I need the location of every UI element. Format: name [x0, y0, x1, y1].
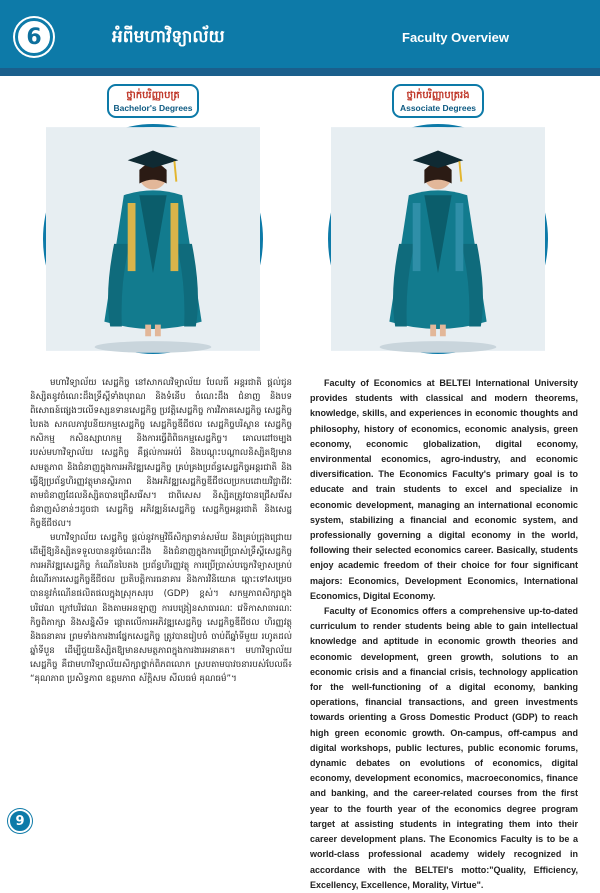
chapter-number-badge [15, 18, 53, 56]
khmer-text-column [30, 376, 292, 802]
bachelor-degree-en: Bachelor's Degrees [113, 103, 193, 113]
english-paragraph-1: Faculty of Economics at BELTEI International University provides students with classical and modern theorems, knowledge, skills, and experiences in economic thoughts and philosophy, history of economics, economic analysis, green economy, economic globalization, digital economy, environmental economics, agro-industry, and economic diversification. The Economics Faculty's primary goal is to educate and train students to excel and specialize in economic development, managing an international economic system, stabilizing a financial and economic system, and professionally governing a digital economy in the world, following their selected economics career. Basically, students enjoy academic freedom of their choice for four significant majors: Economics, Development Economics, International Economics, Digital Economy. [310, 378, 578, 601]
bachelor-degree-label [107, 84, 199, 118]
english-text-column [310, 376, 578, 890]
bachelor-degree-kh: ថ្នាក់បរិញ្ញាបត្រ [126, 90, 180, 101]
header-bottom-band [0, 68, 600, 76]
graduate-figure-icon [331, 127, 545, 351]
chapter-number: 6 [26, 24, 42, 50]
page-header [0, 0, 600, 76]
header-title-en: Faculty Overview [402, 30, 509, 45]
page-number-badge [8, 809, 32, 833]
page-number: 9 [15, 813, 25, 829]
english-paragraph-2: Faculty of Economics offers a comprehensive up-to-dated curriculum to render students being able to gain intellectual knowledge and aptitude in economic growth theories and economic development, green growth, solutions to an economic crisis and a financial crisis, technology application for the well-functioning of a digital economy, banking operations, financial transactions, and green investments towards orienting a Gross Domestic Product (GDP) to reach high green economic growth. On-campus, off-campus and digital workshops, public lectures, public economic forums, dynamic debates on evolutions of economics, digital economy, development economics, macroeconomics, finance and banking, and the career-related courses from the first year to the fourth year of the economics degree program target at assisting students in integrating them into their career development plans. The Economics Faculty is to be a world-class professional academy widely recognized in accordance with the BELTEI's motto:"Quality, Efficiency, Excellency, Excellence, Morality, Virtue". [310, 606, 578, 890]
graduate-figure-icon [46, 127, 260, 351]
khmer-paragraph-1: មហាវិទ្យាល័យ សេដ្ឋកិច្ច នៅសាកលវិទ្យាល័យ បែលធី អន្តរជាតិ ផ្តល់ជូននិស្សិតនូវចំណេះដឹងទ្រឹស្តីទាំងបុរាណ និងទំនើប ចំណេះដឹង ជំនាញ និងបទពិសោធន៍ផ្សេងៗលើទស្សនទានសេដ្ឋកិច្ច ប្រវត្តិសេដ្ឋកិច្ច ការវិភាគសេដ្ឋកិច្ច សេដ្ឋកិច្ចបៃតង សកលភាវូបនីយកម្មសេដ្ឋកិច្ច សេដ្ឋកិច្ចឌីជីថល សេដ្ឋកិច្ចបរិស្ថាន សេដ្ឋកិច្ចកសិកម្ម កសិឧស្សាហកម្ម និងការធ្វើពិពិធកម្មសេដ្ឋកិច្ច។ គោលដៅចម្បងរបស់មហាវិទ្យាល័យ សេដ្ឋកិច្ច គឺផ្តល់ការអប់រំ និងបណ្តុះបណ្តាលនិស្សិតឱ្យមានសមត្ថភាព និងជំនាញក្នុងការអភិវឌ្ឍសេដ្ឋកិច្ច គ្រប់គ្រងប្រព័ន្ធសេដ្ឋកិច្ចអន្តរជាតិ និងធ្វើឱ្យប្រព័ន្ធហិរញ្ញវត្ថុមានស្ថិរភាព និងអភិវឌ្ឍសេដ្ឋកិច្ចឌីជីថលប្រកបដោយវិជ្ជាជីវៈ តាមជំនាញដែលនិស្សិតបានជ្រើសរើស។ ជាពិសេស និស្សិតត្រូវបានជ្រើសរើសជំនាញសំខាន់ៗដូចជា សេដ្ឋកិច្ច អភិវឌ្ឍន៍សេដ្ឋកិច្ច សេដ្ឋកិច្ចអន្តរជាតិ និងសេដ្ឋកិច្ចឌីជីថល។ [30, 378, 292, 529]
bachelor-graduate-photo [43, 124, 263, 354]
associate-degree-en: Associate Degrees [399, 103, 477, 113]
khmer-paragraph-2: មហាវិទ្យាល័យ សេដ្ឋកិច្ច ផ្តល់នូវកម្មវិធីសិក្សាទាន់សម័យ និងគ្រប់ជ្រុងជ្រោយ ដើម្បីឱ្យនិស្សិតទទួលបាននូវចំណេះដឹង និងជំនាញក្នុងការប្រើប្រាស់ទ្រឹស្តីសេដ្ឋកិច្ច ការអភិវឌ្ឍសេដ្ឋកិច្ច កំណើនបៃតង ប្រព័ន្ធហិរញ្ញវត្ថុ ការប្រើប្រាស់បច្ចេកវិទ្យាសម្រាប់ដំណើរការសេដ្ឋកិច្ចឌីជីថល ប្រតិបត្តិការធនាគារ និងការវិនិយោគ ឆ្ពោះទៅសម្រេចបាននូវកំណើនផលិតផលក្នុងស្រុកសរុប (GDP) ខ្ពស់។ សកម្មភាពសិក្សាក្នុងបរិវេណ ក្រៅបរិវេណ និងតាមអនឡាញ ការបង្រៀនសាធារណៈ វេទិកាសាធារណៈ កិច្ចពិភាក្សា និងសន្និសីទ ផ្តោតលើការអភិវឌ្ឍសេដ្ឋកិច្ច សេដ្ឋកិច្ចឌីជីថល ហិរញ្ញវត្ថុ និងធនាគារ ព្រមទាំងការងារផ្នែកសេដ្ឋកិច្ច ត្រូវបានរៀបចំ ចាប់ពីឆ្នាំទីមួយ រហូតដល់ឆ្នាំទីបួន ដើម្បីជួយនិស្សិតឱ្យមានសមត្ថភាពក្នុងការងារអនាគត។ មហាវិទ្យាល័យ សេដ្ឋកិច្ច គឺជាមហាវិទ្យាល័យសិក្សាថ្នាក់ពិភពលោក ស្របតាមបាវចនារបស់បែលធី៖ “គុណភាព ប្រសិទ្ធភាព ឧត្តមភាព ស័ក្តិសម សីលធម៌ គុណធម៌”។ [30, 533, 292, 684]
associate-degree-label [392, 84, 484, 118]
associate-graduate-photo [328, 124, 548, 354]
associate-degree-kh: ថ្នាក់បរិញ្ញាបត្ររង [406, 90, 470, 101]
header-title-kh: អំពីមហាវិទ្យាល័យ [112, 27, 225, 47]
